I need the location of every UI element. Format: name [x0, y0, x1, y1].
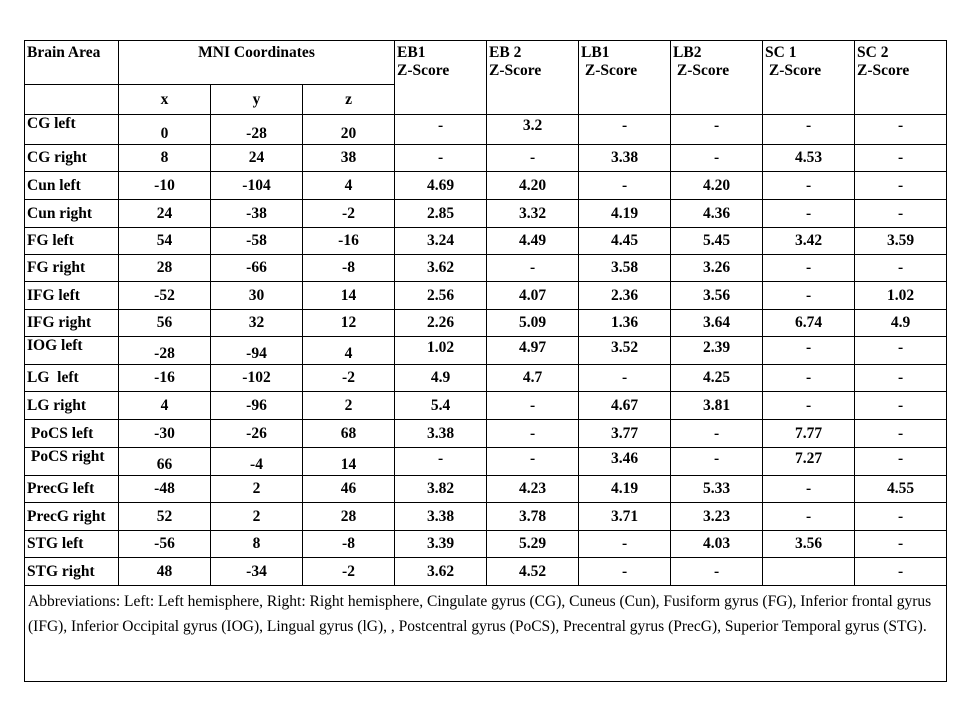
header-sc2: [855, 41, 947, 115]
header-group-sub: Z-Score: [489, 61, 542, 79]
footnote-row: [25, 586, 947, 682]
coordinate-z-cell: -2: [303, 365, 395, 392]
brain-area-cell: PoCS left: [25, 420, 119, 448]
coordinate-z-cell: 14: [303, 448, 395, 476]
table-row: [25, 531, 947, 558]
table-row: [25, 310, 947, 337]
zscore-cell: -: [855, 115, 947, 145]
coordinate-x-cell: 24: [119, 200, 211, 228]
zscore-cell: -: [855, 200, 947, 228]
zscore-cell: -: [763, 172, 855, 200]
zscore-cell: -: [855, 172, 947, 200]
coordinate-x-cell: 54: [119, 228, 211, 255]
coordinate-y-cell: -102: [211, 365, 303, 392]
zscore-cell: 7.27: [763, 448, 855, 476]
zscore-cell: 3.62: [395, 255, 487, 282]
zscore-cell: -: [763, 200, 855, 228]
zscore-cell: 3.64: [671, 310, 763, 337]
brain-area-zscore-table: [24, 40, 947, 682]
brain-area-cell: LG right: [25, 392, 119, 420]
zscore-cell: 4.03: [671, 531, 763, 558]
header-group-sub: Z-Score: [581, 61, 638, 79]
coordinate-z-cell: -16: [303, 228, 395, 255]
brain-area-cell: Cun left: [25, 172, 119, 200]
zscore-cell: 4.9: [855, 310, 947, 337]
coordinate-z-cell: -8: [303, 255, 395, 282]
table-row: [25, 282, 947, 310]
brain-area-cell: PoCS right: [25, 448, 119, 476]
header-z: z: [303, 85, 395, 115]
zscore-cell: -: [763, 392, 855, 420]
zscore-cell: -: [855, 448, 947, 476]
zscore-cell: 3.56: [763, 531, 855, 558]
header-row: [25, 41, 947, 85]
zscore-cell: 4.19: [579, 200, 671, 228]
zscore-cell: -: [487, 420, 579, 448]
table-row: [25, 255, 947, 282]
coordinate-x-cell: -48: [119, 476, 211, 503]
brain-area-cell: FG left: [25, 228, 119, 255]
zscore-cell: 4.25: [671, 365, 763, 392]
zscore-cell: 2.36: [579, 282, 671, 310]
coordinate-z-cell: 38: [303, 145, 395, 172]
coordinate-y-cell: -28: [211, 115, 303, 145]
zscore-cell: -: [763, 282, 855, 310]
zscore-cell: -: [671, 558, 763, 586]
brain-area-cell: PrecG right: [25, 503, 119, 531]
coordinate-z-cell: 4: [303, 172, 395, 200]
zscore-cell: -: [855, 255, 947, 282]
zscore-cell: 3.81: [671, 392, 763, 420]
brain-area-cell: IFG right: [25, 310, 119, 337]
zscore-cell: 2.85: [395, 200, 487, 228]
zscore-cell: 4.53: [763, 145, 855, 172]
brain-area-cell: STG left: [25, 531, 119, 558]
zscore-cell: 6.74: [763, 310, 855, 337]
header-lb2: [671, 41, 763, 115]
zscore-cell: -: [763, 255, 855, 282]
table-row: [25, 503, 947, 531]
coordinate-z-cell: -2: [303, 200, 395, 228]
zscore-cell: 3.56: [671, 282, 763, 310]
brain-area-cell: CG right: [25, 145, 119, 172]
zscore-cell: -: [487, 448, 579, 476]
zscore-cell: 5.29: [487, 531, 579, 558]
table-row: [25, 392, 947, 420]
header-x: x: [119, 85, 211, 115]
zscore-cell: 3.38: [395, 420, 487, 448]
zscore-cell: -: [579, 115, 671, 145]
zscore-cell: -: [487, 145, 579, 172]
coordinate-y-cell: -96: [211, 392, 303, 420]
zscore-cell: 3.71: [579, 503, 671, 531]
coordinate-x-cell: -28: [119, 337, 211, 365]
coordinate-y-cell: 2: [211, 503, 303, 531]
header-brain-area: Brain Area: [25, 41, 119, 85]
zscore-cell: -: [855, 503, 947, 531]
coordinate-y-cell: -94: [211, 337, 303, 365]
header-sc1: [763, 41, 855, 115]
zscore-cell: -: [487, 392, 579, 420]
zscore-cell: 4.07: [487, 282, 579, 310]
zscore-cell: 3.39: [395, 531, 487, 558]
zscore-cell: 1.36: [579, 310, 671, 337]
zscore-cell: [763, 558, 855, 586]
coordinate-y-cell: -34: [211, 558, 303, 586]
brain-area-cell: Cun right: [25, 200, 119, 228]
zscore-cell: 2.39: [671, 337, 763, 365]
header-empty-cell: [25, 85, 119, 115]
coordinate-y-cell: 24: [211, 145, 303, 172]
coordinate-z-cell: 2: [303, 392, 395, 420]
zscore-cell: -: [671, 145, 763, 172]
coordinate-z-cell: 20: [303, 115, 395, 145]
coordinate-x-cell: 56: [119, 310, 211, 337]
header-group-name: EB 2: [489, 44, 522, 61]
zscore-cell: 3.77: [579, 420, 671, 448]
brain-area-cell: FG right: [25, 255, 119, 282]
coordinate-y-cell: -66: [211, 255, 303, 282]
zscore-cell: 5.33: [671, 476, 763, 503]
zscore-cell: -: [579, 365, 671, 392]
zscore-cell: 7.77: [763, 420, 855, 448]
zscore-cell: 2.56: [395, 282, 487, 310]
zscore-cell: -: [763, 476, 855, 503]
coordinate-z-cell: 12: [303, 310, 395, 337]
zscore-cell: 4.69: [395, 172, 487, 200]
zscore-cell: 4.45: [579, 228, 671, 255]
table-row: [25, 145, 947, 172]
brain-area-cell: PrecG left: [25, 476, 119, 503]
coordinate-z-cell: 28: [303, 503, 395, 531]
zscore-cell: 4.67: [579, 392, 671, 420]
zscore-cell: -: [487, 255, 579, 282]
zscore-cell: 3.59: [855, 228, 947, 255]
zscore-cell: -: [855, 337, 947, 365]
coordinate-x-cell: 66: [119, 448, 211, 476]
zscore-cell: -: [763, 115, 855, 145]
zscore-cell: 4.52: [487, 558, 579, 586]
table-row: [25, 228, 947, 255]
brain-area-cell: IOG left: [25, 337, 119, 365]
zscore-cell: 3.46: [579, 448, 671, 476]
coordinate-x-cell: 28: [119, 255, 211, 282]
footnote: Abbreviations: Left: Left hemisphere, Right: Right hemisphere, Cingulate gyrus (CG), Cuneus (Cun), Fusiform gyrus (FG), Inferior frontal gyrus (IFG), Inferior Occipital gyrus (IOG), Lingual gyrus (lG), , Postcentral gyrus (PoCS), Precentral gyrus (PrecG), Superior Temporal gyrus (STG).: [25, 586, 947, 682]
zscore-cell: 5.4: [395, 392, 487, 420]
table-row: [25, 200, 947, 228]
brain-area-cell: IFG left: [25, 282, 119, 310]
zscore-cell: 4.23: [487, 476, 579, 503]
coordinate-x-cell: 4: [119, 392, 211, 420]
zscore-cell: 4.9: [395, 365, 487, 392]
header-group-name: LB2: [673, 44, 702, 61]
table-row: [25, 476, 947, 503]
zscore-cell: -: [855, 558, 947, 586]
zscore-cell: -: [763, 365, 855, 392]
zscore-cell: 4.97: [487, 337, 579, 365]
zscore-cell: -: [671, 448, 763, 476]
coordinate-y-cell: -58: [211, 228, 303, 255]
zscore-cell: -: [395, 115, 487, 145]
zscore-cell: -: [855, 365, 947, 392]
coordinate-y-cell: -4: [211, 448, 303, 476]
zscore-cell: 4.19: [579, 476, 671, 503]
coordinate-x-cell: -56: [119, 531, 211, 558]
header-group-name: SC 2: [857, 44, 889, 61]
zscore-cell: 3.38: [395, 503, 487, 531]
table-row: [25, 558, 947, 586]
table-row: [25, 337, 947, 365]
brain-area-cell: STG right: [25, 558, 119, 586]
header-group-name: EB1: [397, 44, 426, 61]
header-eb1: [395, 41, 487, 115]
zscore-cell: 3.24: [395, 228, 487, 255]
zscore-cell: 4.36: [671, 200, 763, 228]
zscore-cell: -: [579, 172, 671, 200]
zscore-cell: 5.09: [487, 310, 579, 337]
coordinate-x-cell: -10: [119, 172, 211, 200]
table-row: [25, 115, 947, 145]
zscore-cell: -: [855, 392, 947, 420]
coordinate-z-cell: 68: [303, 420, 395, 448]
header-group-sub: Z-Score: [857, 61, 910, 79]
zscore-cell: 2.26: [395, 310, 487, 337]
zscore-cell: 3.23: [671, 503, 763, 531]
coordinate-z-cell: 46: [303, 476, 395, 503]
coordinate-x-cell: 0: [119, 115, 211, 145]
coordinate-y-cell: 30: [211, 282, 303, 310]
zscore-cell: 3.58: [579, 255, 671, 282]
table-row: [25, 448, 947, 476]
brain-area-cell: LG left: [25, 365, 119, 392]
zscore-cell: 1.02: [855, 282, 947, 310]
table-row: [25, 420, 947, 448]
zscore-cell: 4.55: [855, 476, 947, 503]
zscore-cell: 1.02: [395, 337, 487, 365]
zscore-cell: 5.45: [671, 228, 763, 255]
zscore-cell: 3.82: [395, 476, 487, 503]
header-group-name: SC 1: [765, 44, 797, 61]
zscore-cell: 3.52: [579, 337, 671, 365]
zscore-cell: -: [855, 531, 947, 558]
zscore-cell: 4.20: [487, 172, 579, 200]
coordinate-x-cell: -30: [119, 420, 211, 448]
zscore-cell: 3.2: [487, 115, 579, 145]
zscore-cell: 3.62: [395, 558, 487, 586]
coordinate-x-cell: -16: [119, 365, 211, 392]
coordinate-x-cell: 52: [119, 503, 211, 531]
header-eb2: [487, 41, 579, 115]
brain-area-cell: CG left: [25, 115, 119, 145]
coordinate-z-cell: -2: [303, 558, 395, 586]
coordinate-y-cell: 8: [211, 531, 303, 558]
zscore-cell: -: [855, 420, 947, 448]
zscore-cell: -: [671, 420, 763, 448]
zscore-cell: 4.20: [671, 172, 763, 200]
zscore-cell: -: [579, 531, 671, 558]
coordinate-z-cell: 14: [303, 282, 395, 310]
zscore-cell: -: [763, 337, 855, 365]
zscore-cell: 4.7: [487, 365, 579, 392]
zscore-cell: 3.78: [487, 503, 579, 531]
header-group-sub: Z-Score: [397, 61, 450, 79]
zscore-cell: 3.42: [763, 228, 855, 255]
coordinate-z-cell: -8: [303, 531, 395, 558]
header-group-name: LB1: [581, 44, 610, 61]
coordinate-x-cell: 48: [119, 558, 211, 586]
table-row: [25, 172, 947, 200]
header-group-sub: Z-Score: [673, 61, 730, 79]
table-row: [25, 365, 947, 392]
coordinate-y-cell: -26: [211, 420, 303, 448]
zscore-cell: -: [763, 503, 855, 531]
zscore-cell: 3.38: [579, 145, 671, 172]
coordinate-y-cell: 2: [211, 476, 303, 503]
header-y: y: [211, 85, 303, 115]
zscore-cell: 3.26: [671, 255, 763, 282]
coordinate-y-cell: 32: [211, 310, 303, 337]
zscore-cell: -: [395, 448, 487, 476]
header-mni-coordinates: MNI Coordinates: [119, 41, 395, 85]
header-lb1: [579, 41, 671, 115]
zscore-cell: 4.49: [487, 228, 579, 255]
zscore-cell: 3.32: [487, 200, 579, 228]
coordinate-z-cell: 4: [303, 337, 395, 365]
coordinate-x-cell: -52: [119, 282, 211, 310]
zscore-cell: -: [671, 115, 763, 145]
zscore-cell: -: [855, 145, 947, 172]
header-group-sub: Z-Score: [765, 61, 822, 79]
coordinate-x-cell: 8: [119, 145, 211, 172]
zscore-cell: -: [395, 145, 487, 172]
zscore-cell: -: [579, 558, 671, 586]
coordinate-y-cell: -38: [211, 200, 303, 228]
coordinate-y-cell: -104: [211, 172, 303, 200]
